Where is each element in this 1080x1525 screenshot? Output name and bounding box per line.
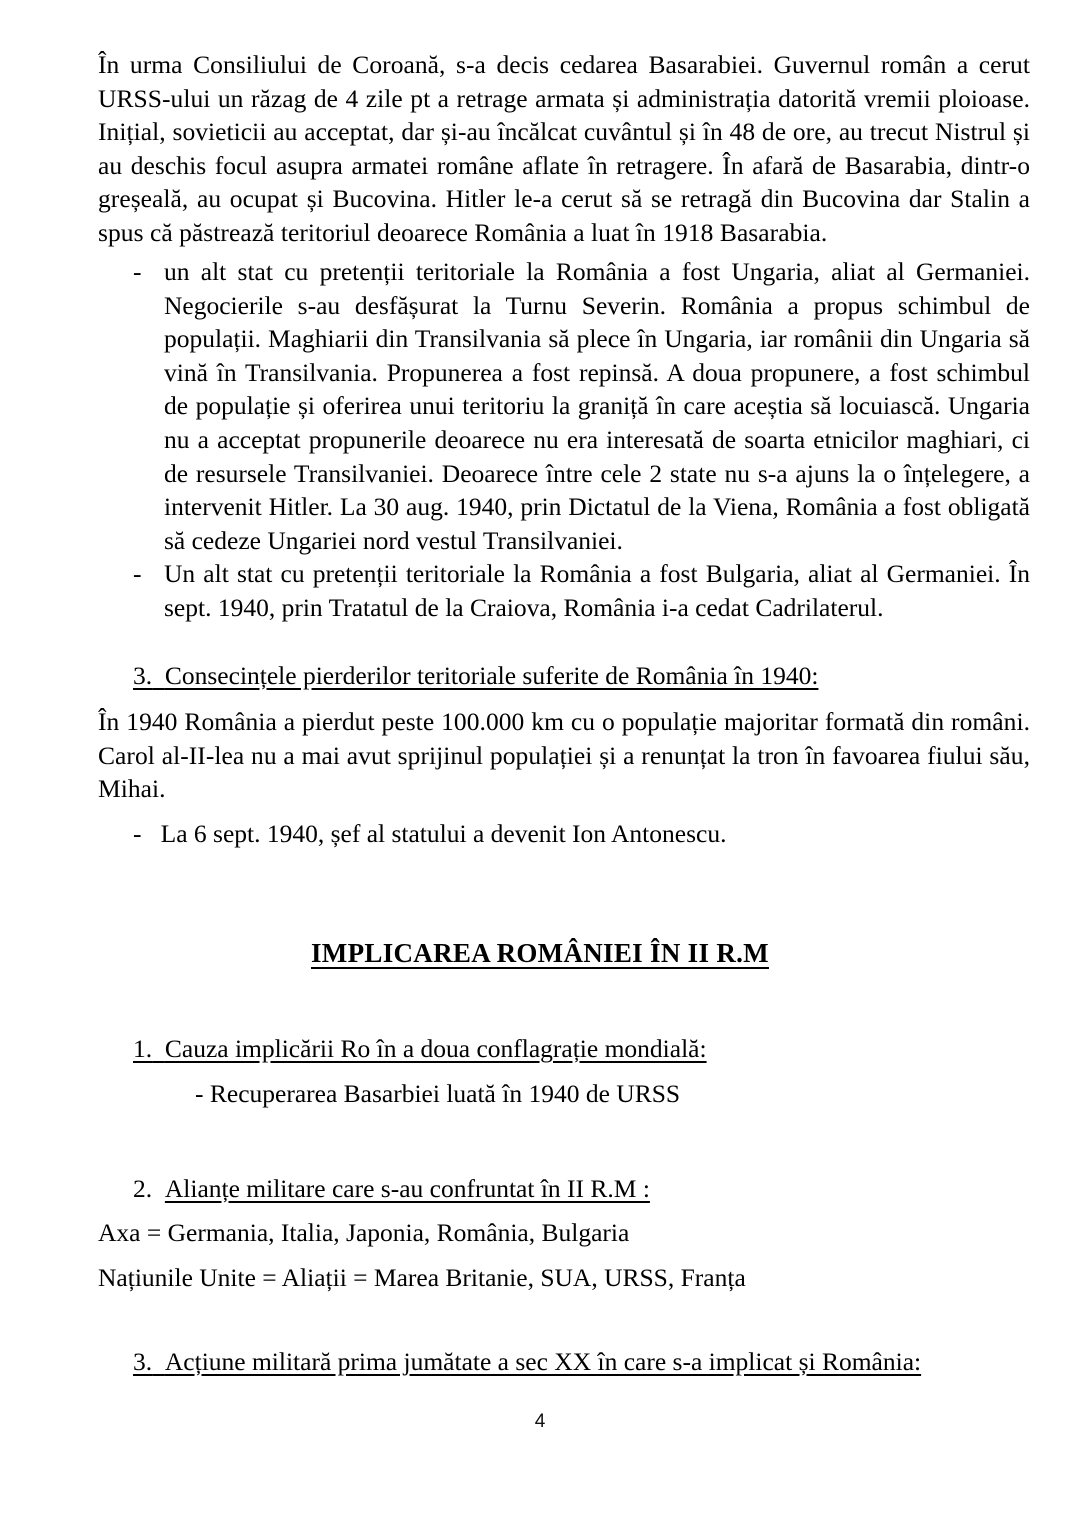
dash-bullet-icon: - bbox=[133, 559, 142, 589]
antonescu-list-item bbox=[133, 817, 726, 851]
dash-bullet-icon: - bbox=[133, 819, 142, 848]
territorial-claims-list bbox=[133, 255, 1030, 625]
page-title-text: IMPLICAREA ROMÂNIEI ÎN II R.M bbox=[311, 938, 769, 968]
page-title bbox=[0, 938, 1080, 969]
heading-section-2-number: 2. bbox=[133, 1174, 153, 1203]
list-item bbox=[133, 255, 1030, 557]
antonescu-text: La 6 sept. 1940, șef al statului a devenit Ion Antonescu. bbox=[160, 819, 727, 848]
heading-section-1 bbox=[133, 1032, 707, 1066]
heading-section-1-text: Cauza implicării Ro în a doua conflagrație mondială: bbox=[164, 1034, 707, 1063]
heading-section-2 bbox=[133, 1172, 650, 1206]
recuperarea-line: - Recuperarea Basarbiei luată în 1940 de URSS bbox=[195, 1079, 681, 1108]
intro-paragraph: În urma Consiliului de Coroană, s-a decis cedarea Basarabiei. Guvernul român a cerut URSS-ului un răzag de 4 zile pt a retrage armata și administrația datorită vremii ploioase. Inițial, sovieticii au acceptat, dar și-au încălcat cuvântul și în 48 de ore, au trecut Nistrul și au deschis focul asupra armatei române aflate în retragere. În afară de Basarabia, dintr-o greșeală, au ocupat și Bucovina. Hitler le-a cerut să se retragă din Bucovina dar Stalin a spus că păstrează teritoriul deoarece România a luat în 1918 Basarabia. bbox=[98, 50, 1030, 247]
heading-section-3-number: 3. bbox=[133, 1347, 153, 1376]
dash-bullet-icon: - bbox=[133, 257, 142, 286]
list-item-text-bulgaria: Un alt stat cu pretenții teritoriale la România a fost Bulgaria, aliat al Germaniei. În sept. 1940, prin Tratatul de la Craiova, România i-a cedat Cadrilaterul. bbox=[164, 559, 1030, 622]
intro-paragraph-block bbox=[98, 48, 1030, 250]
list-item bbox=[133, 557, 1030, 624]
heading-section-3-text: Acțiune militară prima jumătate a sec XX în care s-a implicat și România: bbox=[164, 1347, 922, 1376]
axa-line: Axa = Germania, Italia, Japonia, România, Bulgaria bbox=[98, 1218, 630, 1247]
consequences-paragraph: În 1940 România a pierdut peste 100.000 km cu o populație majoritar formată din români. Carol al-II-lea nu a mai avut sprijinul populației și a renunțat la tron în favoarea fiului său, Mihai. bbox=[98, 707, 1030, 804]
heading-consequences-number: 3. bbox=[133, 661, 153, 690]
heading-section-2-text: Alianțe militare care s-au confruntat în II R.M : bbox=[164, 1174, 650, 1203]
list-item-text-hungary: un alt stat cu pretenții teritoriale la România a fost Ungaria, aliat al Germaniei. Negocierile s-au desfășurat la Turnu Severin. România a propus schimbul de populații. Maghiarii din Transilvania să plece în Ungaria, iar românii din Ungaria să vină în Transilvania. Propunerea a fost repinsă. A doua propunere, a fost schimbul de populație și oferirea unui teritoriu la graniță în care aceștia să locuiască. Ungaria nu a acceptat propunerile deoarece nu era interesată de soarta etnicilor maghiari, ci de resursele Transilvaniei. Deoarece între cele 2 state nu s-a ajuns la o înțelegere, a intervenit Hitler. La 30 aug. 1940, prin Dictatul de la Viena, România a fost obligată să cedeze Ungariei nord vestul Transilvaniei. bbox=[164, 257, 1030, 555]
heading-consequences-text: Consecințele pierderilor teritoriale suferite de România în 1940: bbox=[164, 661, 819, 690]
heading-consequences bbox=[133, 659, 818, 693]
natiunile-unite-line: Națiunile Unite = Aliații = Marea Britanie, SUA, URSS, Franța bbox=[98, 1263, 746, 1292]
page-number: 4 bbox=[534, 1411, 546, 1432]
heading-section-3 bbox=[133, 1345, 921, 1379]
consequences-paragraph-block bbox=[98, 705, 1030, 806]
heading-section-1-number: 1. bbox=[133, 1034, 153, 1063]
